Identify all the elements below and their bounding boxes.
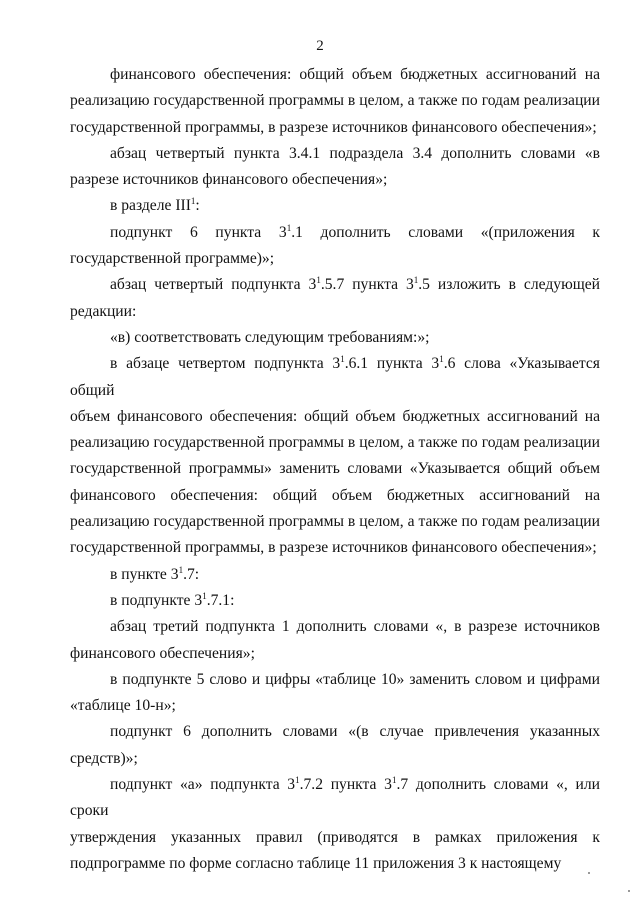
- text-segment: :: [195, 197, 200, 215]
- text-segment: финансового обеспечения: общий объем бюджетных ассигнований на: [110, 66, 600, 83]
- text-segment: абзац четвертый подпункта 3: [110, 276, 317, 294]
- text-segment: .6 слова «Указывается общий: [70, 355, 600, 399]
- paragraph-line: [70, 88, 600, 114]
- text-segment: «в) соответствовать следующим требованиям:»;: [110, 328, 430, 346]
- text-segment: разрезе источников финансового обеспечения»;: [70, 171, 388, 189]
- text-segment: .6.1 пункта 3: [344, 355, 440, 373]
- superscript-index: 1: [340, 354, 345, 365]
- paragraph-line: [70, 693, 600, 719]
- paragraph-line: [70, 562, 600, 588]
- text-segment: государственной программе)»;: [70, 250, 275, 268]
- paragraph-line: [70, 299, 600, 325]
- text-segment: «таблице 10-н»;: [70, 697, 176, 715]
- paragraph-line: [70, 272, 600, 298]
- text-segment: финансового обеспечения: общий объем бюджетных ассигнований на: [70, 486, 600, 504]
- paragraph-line: [70, 614, 600, 640]
- paragraph-line: [70, 351, 600, 404]
- paragraph-line: [70, 141, 600, 167]
- text-segment: абзац четвертый пункта 3.4.1 подраздела 3.4 дополнить словами «в: [110, 144, 600, 162]
- text-segment: государственной программы, в разрезе источников финансового обеспечения»;: [70, 118, 597, 136]
- paragraph-line: [70, 115, 600, 141]
- paragraph-line: [70, 851, 600, 877]
- paragraph-line: [70, 325, 600, 351]
- superscript-index: 1: [190, 196, 196, 207]
- paragraph-line: [70, 772, 600, 825]
- paragraph-line: [70, 667, 600, 693]
- scan-speck: [628, 890, 630, 892]
- text-segment: средств)»;: [70, 749, 138, 767]
- text-segment: .7:: [183, 565, 200, 583]
- paragraph-line: [70, 220, 600, 246]
- text-segment: объем финансового обеспечения: общий объем бюджетных ассигнований на: [70, 407, 600, 425]
- text-segment: реализацию государственной программы в целом, а также по годам реализации: [70, 513, 600, 531]
- superscript-index: 1: [391, 775, 397, 786]
- paragraph-line: [70, 483, 600, 509]
- text-segment: в разделе III: [110, 197, 191, 215]
- paragraph-line: [70, 404, 600, 430]
- superscript-index: 1: [286, 222, 292, 233]
- text-segment: государственной программы, в разрезе источников финансового обеспечения»;: [70, 539, 597, 557]
- text-segment: редакции:: [70, 302, 137, 320]
- paragraph-line: [70, 746, 600, 772]
- text-segment: .7 дополнить словами «, или сроки: [70, 776, 600, 820]
- text-segment: в пункте 3: [110, 565, 179, 583]
- text-segment: подпункт 6 пункта 3: [110, 223, 287, 241]
- superscript-index: 1: [178, 564, 184, 575]
- superscript-index: 1: [295, 775, 300, 786]
- paragraph-line: [70, 588, 600, 614]
- text-segment: утверждения указанных правил (приводятся в рамках приложения к: [70, 828, 600, 846]
- text-segment: .7.2 пункта 3: [299, 776, 392, 794]
- paragraph-line: [70, 246, 600, 272]
- text-segment: подпункт 6 дополнить словами «(в случае привлечения указанных: [110, 723, 600, 741]
- text-segment: в абзаце четвертом подпункта 3: [110, 355, 341, 373]
- text-segment: подпункт «а» подпункта 3: [110, 776, 296, 794]
- paragraph-line: [70, 456, 600, 482]
- text-segment: финансового обеспечения»;: [70, 644, 255, 662]
- text-segment: государственной программы» заменить словами «Указывается общий объем: [70, 460, 600, 478]
- page-number: 2: [316, 38, 324, 54]
- text-segment: .1 дополнить словами «(приложения к: [291, 223, 600, 241]
- paragraph-line: [70, 641, 600, 667]
- paragraph-line: [70, 535, 600, 561]
- paragraph-line: [70, 430, 600, 456]
- superscript-index: 1: [202, 590, 207, 601]
- document-body: [70, 62, 600, 877]
- paragraph-line: [70, 167, 600, 193]
- text-segment: реализацию государственной программы в целом, а также по годам реализации: [70, 434, 600, 452]
- superscript-index: 1: [316, 275, 321, 286]
- scan-speck: [588, 872, 590, 874]
- text-segment: подпрограмме по форме согласно таблице 11 приложения 3 к настоящему: [70, 854, 562, 872]
- paragraph-line: [70, 193, 600, 219]
- text-segment: .7.1:: [206, 591, 235, 609]
- paragraph-line: [70, 719, 600, 745]
- superscript-index: 1: [439, 354, 444, 365]
- text-segment: в подпункте 5 слово и цифры «таблице 10» заменить словом и цифрами: [110, 670, 600, 688]
- paragraph-line: [70, 509, 600, 535]
- text-segment: абзац третий подпункта 1 дополнить словами «, в разрезе источников: [110, 618, 600, 636]
- paragraph-line: [70, 62, 600, 88]
- text-segment: реализацию государственной программы в целом, а также по годам реализации: [70, 92, 600, 110]
- paragraph-line: [70, 825, 600, 851]
- superscript-index: 1: [413, 275, 419, 286]
- text-segment: .5.7 пункта 3: [320, 276, 414, 294]
- text-segment: .5 изложить в следующей: [418, 276, 600, 294]
- text-segment: в подпункте 3: [110, 591, 203, 609]
